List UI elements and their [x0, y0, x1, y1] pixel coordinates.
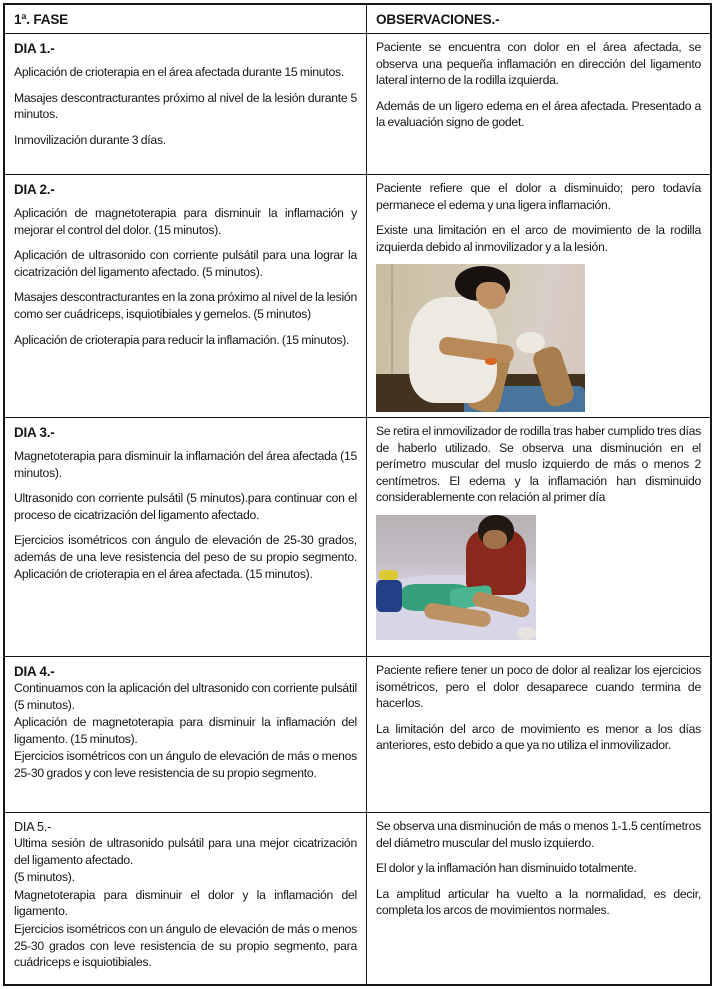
treatment-paragraph: Masajes descontracturantes próximo al nivel de la lesión durante 5 minutos. [14, 90, 357, 122]
table-row-dia3 [5, 418, 710, 657]
photo-device-detail [485, 358, 498, 365]
table-row-dia1 [5, 34, 710, 175]
treatment-paragraph: Masajes descontracturantes en la zona próximo al nivel de la lesión como ser cuádriceps, isquiotibiales y gemelos. (5 minutos) [14, 290, 357, 321]
observation-paragraph: Se observa una disminución de más o menos 1-1.5 centímetros del diámetro muscular del muslo izquierdo. [376, 819, 701, 850]
observations-cell-dia2 [367, 175, 710, 417]
day-heading-dia2: DIA 2.- [14, 182, 55, 197]
treatment-paragraph: Aplicación de magnetoterapia para disminuir la inflamación del ligamento. (15 minutos). [14, 715, 357, 746]
observation-paragraph: Existe una limitación en el arco de movimiento de la rodilla izquierda debido al inmovilizador y a la lesión. [376, 223, 701, 254]
table-header-row [5, 5, 710, 34]
observation-paragraph: La limitación del arco de movimiento es menor a los días anteriores, esto debido a que ya no utiliza el inmovilizador. [376, 721, 701, 753]
observation-paragraph: Paciente se encuentra con dolor en el área afectada, se observa una pequeña inflamación en dirección del ligamento lateral interno de la rodilla izquierda. [376, 40, 701, 88]
treatment-paragraph: Aplicación de crioterapia en el área afectada durante 15 minutos. [14, 65, 344, 79]
day-heading-dia4: DIA 4.- [14, 664, 55, 679]
treatment-paragraph: Magnetoterapia para disminuir la inflamación del área afectada (15 minutos). [14, 449, 357, 480]
treatment-cell-dia3 [5, 418, 367, 656]
treatment-paragraph: Ejercicios isométricos con ángulo de elevación de 25-30 grados, además de una leve resistencia del peso de su propio segmento. Aplicación de crioterapia en el área afectada. (15 minutos). [14, 533, 357, 581]
photo-wall-panel [391, 264, 393, 375]
treatment-paragraph: Aplicación de crioterapia para reducir la inflamación. (15 minutos). [14, 332, 350, 347]
treatment-paragraph: Magnetoterapia para disminuir el dolor y la inflamación del ligamento. [14, 887, 357, 919]
treatment-paragraph: Continuamos con la aplicación del ultrasonido con corriente pulsátil (5 minutos). [14, 681, 357, 712]
observation-paragraph: Paciente refiere tener un poco de dolor al realizar los ejercicios isométricos, pero el dolor desaparece cuando termina de hacerlos. [376, 663, 701, 711]
day-heading-dia3: DIA 3.- [14, 425, 55, 440]
treatment-cell-dia5 [5, 813, 367, 985]
day-heading-dia5: DIA 5.- [14, 820, 52, 834]
photo-yellow-object [379, 570, 398, 580]
observations-cell-dia3 [367, 418, 710, 656]
treatment-cell-dia4 [5, 657, 367, 812]
table-row-dia4 [5, 657, 710, 813]
column-header-observaciones: OBSERVACIONES.- [376, 12, 500, 27]
treatment-paragraph: Aplicación de magnetoterapia para disminuir la inflamación y mejorar el control del dolor. (15 minutos). [14, 206, 357, 237]
table-row-dia5 [5, 813, 710, 985]
observation-paragraph: Además de un ligero edema en el área afectada. Presentado a la evaluación signo de godet. [376, 98, 701, 130]
observation-paragraph: Se retira el inmovilizador de rodilla tras haber cumplido tres días de haberlo utilizado. Se observa una disminución en el perímetro muscular del muslo izquierdo de más o menos 2 centímetros. El edema y la inflamación han disminuido considerablemente con relación al primer día [376, 424, 701, 505]
photo-therapist-face [476, 282, 505, 309]
treatment-paragraph: Ultrasonido con corriente pulsátil (5 minutos).para continuar con el proceso de cicatrización del ligamento afectado. [14, 491, 357, 522]
photo-knee-therapy [376, 264, 585, 412]
treatment-cell-dia2 [5, 175, 367, 417]
header-cell-fase [5, 5, 367, 33]
photo-patient-supine [376, 515, 536, 640]
column-header-fase: 1ª. FASE [14, 12, 69, 27]
treatment-cell-dia1 [5, 34, 367, 174]
observations-cell-dia1 [367, 34, 710, 174]
day-heading-dia1: DIA 1.- [14, 41, 55, 56]
treatment-observations-table [3, 3, 712, 986]
treatment-paragraph: Ejercicios isométricos con un ángulo de elevación de más o menos 25-30 grados con leve resistencia de su propio segmento, para cuádriceps e isquiotibiales. [14, 921, 357, 970]
treatment-paragraph: Ultima sesión de ultrasonido pulsátil para una mejor cicatrización del ligamento afectado. [14, 836, 357, 867]
observations-cell-dia4 [367, 657, 710, 812]
photo-white-sock [517, 627, 536, 640]
table-row-dia2 [5, 175, 710, 418]
photo-blue-pillow [376, 580, 402, 613]
observation-paragraph: El dolor y la inflamación han disminuido totalmente. [376, 861, 637, 876]
treatment-paragraph: (5 minutos). [14, 870, 75, 885]
treatment-paragraph: Inmovilización durante 3 días. [14, 132, 166, 147]
photo-therapist-face [483, 530, 507, 549]
observations-cell-dia5 [367, 813, 710, 985]
treatment-paragraph: Ejercicios isométricos con un ángulo de elevación de más o menos 25-30 grados y con leve resistencia de su propio segmento. [14, 749, 357, 780]
observation-paragraph: La amplitud articular ha vuelto a la normalidad, es decir, completa los arcos de movimientos normales. [376, 886, 701, 918]
header-cell-observaciones [367, 5, 710, 33]
treatment-paragraph: Aplicación de ultrasonido con corriente pulsátil para una lograr la cicatrización del ligamento afectado. (5 minutos). [14, 248, 357, 279]
observation-paragraph: Paciente refiere que el dolor a disminuido; pero todavía permanece el edema y una ligera inflamación. [376, 181, 701, 212]
